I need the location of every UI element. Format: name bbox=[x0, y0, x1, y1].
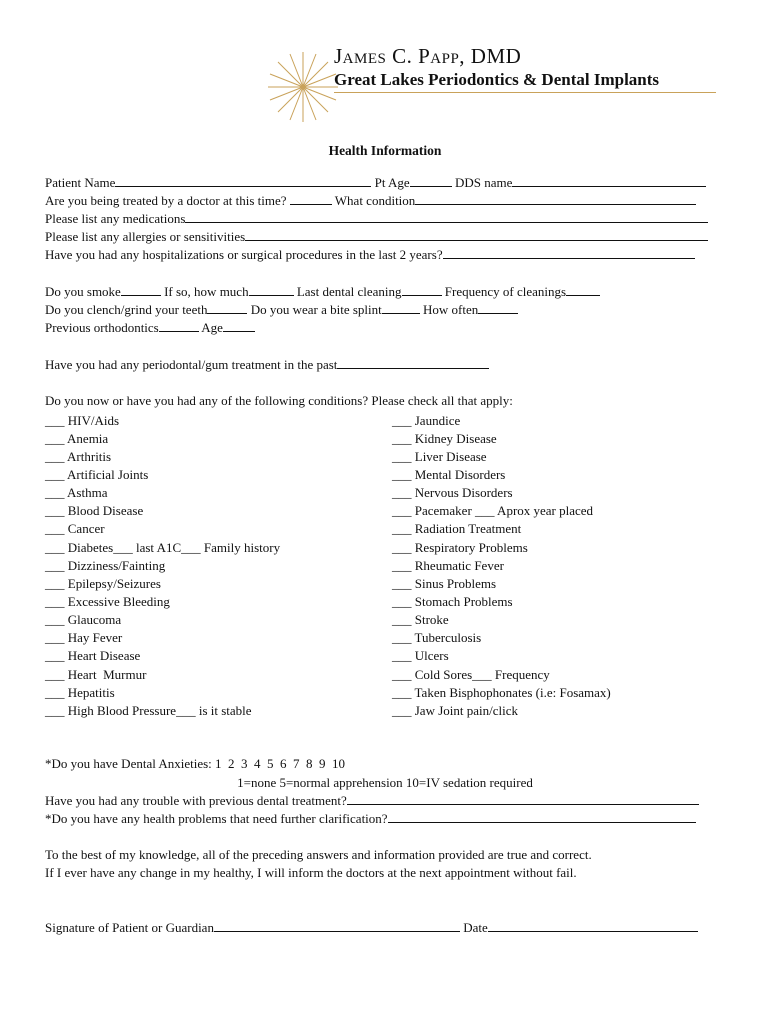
practice-name: Great Lakes Periodontics & Dental Implants bbox=[334, 70, 660, 89]
cleaning-frequency-label: Frequency of cleanings bbox=[444, 284, 567, 299]
how-often-field[interactable] bbox=[478, 302, 518, 314]
condition-item[interactable]: ___ Anemia bbox=[45, 431, 109, 446]
medications-label: Please list any medications bbox=[45, 211, 186, 226]
hospitalizations-label: Have you had any hospitalizations or surgical procedures in the last 2 years? bbox=[45, 247, 443, 262]
ortho-age-label: Age bbox=[201, 320, 223, 335]
dds-name-label: DDS name bbox=[454, 175, 513, 190]
medications-line bbox=[45, 211, 708, 227]
date-label: Date bbox=[463, 920, 488, 935]
condition-item[interactable]: ___ Stomach Problems bbox=[392, 594, 513, 609]
smoke-label: Do you smoke bbox=[45, 284, 121, 299]
starburst-logo-icon bbox=[268, 52, 338, 122]
condition-item[interactable]: ___ Jaundice bbox=[392, 413, 461, 428]
how-often-label: How often bbox=[423, 302, 479, 317]
allergies-field[interactable] bbox=[245, 229, 708, 241]
condition-item[interactable]: ___ Jaw Joint pain/click bbox=[392, 703, 519, 718]
health-problems-field[interactable] bbox=[388, 811, 696, 823]
condition-item[interactable]: ___ Hay Fever bbox=[45, 630, 123, 645]
condition-item[interactable]: ___ Cancer bbox=[45, 521, 105, 536]
perio-treatment-field[interactable] bbox=[337, 357, 489, 369]
patient-name-line bbox=[45, 175, 706, 191]
date-field[interactable] bbox=[488, 920, 698, 932]
patient-name-label: Patient Name bbox=[45, 175, 116, 190]
condition-item[interactable]: ___ Cold Sores___ Frequency bbox=[392, 667, 550, 682]
orthodontics-field[interactable] bbox=[159, 320, 199, 332]
what-condition-field[interactable] bbox=[415, 193, 696, 205]
smoke-field[interactable] bbox=[121, 284, 161, 296]
health-problems-label: *Do you have any health problems that need further clarification? bbox=[45, 811, 388, 826]
condition-item[interactable]: ___ Glaucoma bbox=[45, 612, 122, 627]
condition-item[interactable]: ___ Tuberculosis bbox=[392, 630, 482, 645]
condition-item[interactable]: ___ Epilepsy/Seizures bbox=[45, 576, 161, 591]
clench-label: Do you clench/grind your teeth bbox=[45, 302, 208, 317]
hospitalizations-line bbox=[45, 247, 695, 263]
medications-field[interactable] bbox=[185, 211, 708, 223]
attestation-line-1: To the best of my knowledge, all of the preceding answers and information provided are true and correct. bbox=[45, 847, 592, 862]
pt-age-field[interactable] bbox=[410, 175, 452, 187]
condition-item[interactable]: ___ Blood Disease bbox=[45, 503, 144, 518]
condition-item[interactable]: ___ Asthma bbox=[45, 485, 108, 500]
condition-item[interactable]: ___ High Blood Pressure___ is it stable bbox=[45, 703, 252, 718]
condition-item[interactable]: ___ Taken Bisphophonates (i.e: Fosamax) bbox=[392, 685, 611, 700]
condition-item[interactable]: ___ Ulcers bbox=[392, 648, 449, 663]
smoking-line bbox=[45, 284, 600, 300]
previous-trouble-field[interactable] bbox=[347, 793, 699, 805]
anxiety-scale-legend: 1=none 5=normal apprehension 10=IV sedation required bbox=[237, 775, 533, 790]
treated-label: Are you being treated by a doctor at this time? bbox=[45, 193, 287, 208]
dds-name-field[interactable] bbox=[512, 175, 706, 187]
how-much-field[interactable] bbox=[249, 284, 294, 296]
allergies-label: Please list any allergies or sensitivities bbox=[45, 229, 246, 244]
dental-anxiety-question: *Do you have Dental Anxieties: 1 2 3 4 5 6 7 8 9 10 bbox=[45, 756, 346, 771]
ortho-age-field[interactable] bbox=[223, 320, 255, 332]
bite-splint-field[interactable] bbox=[382, 302, 420, 314]
pt-age-label: Pt Age bbox=[374, 175, 410, 190]
hospitalizations-field[interactable] bbox=[443, 247, 695, 259]
what-condition-label: What condition bbox=[334, 193, 416, 208]
conditions-intro: Do you now or have you had any of the following conditions? Please check all that apply: bbox=[45, 393, 513, 408]
condition-item[interactable]: ___ Rheumatic Fever bbox=[392, 558, 504, 573]
doctor-name: James C. Papp, DMD bbox=[334, 44, 522, 68]
condition-item[interactable]: ___ Dizziness/Fainting bbox=[45, 558, 166, 573]
condition-item[interactable]: ___ Arthritis bbox=[45, 449, 112, 464]
condition-item[interactable]: ___ Diabetes___ last A1C___ Family history bbox=[45, 540, 281, 555]
patient-name-field[interactable] bbox=[115, 175, 371, 187]
condition-item[interactable]: ___ HIV/Aids bbox=[45, 413, 120, 428]
signature-line bbox=[45, 920, 698, 936]
condition-item[interactable]: ___ Stroke bbox=[392, 612, 449, 627]
signature-label: Signature of Patient or Guardian bbox=[45, 920, 214, 935]
previous-trouble-line bbox=[45, 793, 699, 809]
header-rule bbox=[334, 92, 716, 93]
last-cleaning-label: Last dental cleaning bbox=[296, 284, 402, 299]
condition-item[interactable]: ___ Pacemaker ___ Aprox year placed bbox=[392, 503, 594, 518]
clench-line bbox=[45, 302, 518, 318]
attestation-line-2: If I ever have any change in my healthy, I will inform the doctors at the next appointment without fail. bbox=[45, 865, 577, 880]
treated-field[interactable] bbox=[290, 193, 332, 205]
bite-splint-label: Do you wear a bite splint bbox=[250, 302, 382, 317]
condition-item[interactable]: ___ Hepatitis bbox=[45, 685, 115, 700]
cleaning-frequency-field[interactable] bbox=[566, 284, 600, 296]
perio-treatment-line bbox=[45, 357, 489, 373]
perio-treatment-label: Have you had any periodontal/gum treatment in the past bbox=[45, 357, 338, 372]
orthodontics-line bbox=[45, 320, 255, 336]
signature-field[interactable] bbox=[214, 920, 460, 932]
condition-item[interactable]: ___ Sinus Problems bbox=[392, 576, 497, 591]
orthodontics-label: Previous orthodontics bbox=[45, 320, 159, 335]
condition-item[interactable]: ___ Heart Murmur bbox=[45, 667, 147, 682]
previous-trouble-label: Have you had any trouble with previous dental treatment? bbox=[45, 793, 347, 808]
condition-item[interactable]: ___ Excessive Bleeding bbox=[45, 594, 170, 609]
condition-item[interactable]: ___ Radiation Treatment bbox=[392, 521, 522, 536]
condition-item[interactable]: ___ Artificial Joints bbox=[45, 467, 149, 482]
health-problems-line bbox=[45, 811, 696, 827]
clench-field[interactable] bbox=[207, 302, 247, 314]
treated-by-doctor-line bbox=[45, 193, 696, 209]
condition-item[interactable]: ___ Mental Disorders bbox=[392, 467, 506, 482]
condition-item[interactable]: ___ Heart Disease bbox=[45, 648, 141, 663]
how-much-label: If so, how much bbox=[164, 284, 249, 299]
form-title: Health Information bbox=[328, 143, 442, 158]
allergies-line bbox=[45, 229, 708, 245]
condition-item[interactable]: ___ Respiratory Problems bbox=[392, 540, 528, 555]
condition-item[interactable]: ___ Liver Disease bbox=[392, 449, 487, 464]
condition-item[interactable]: ___ Nervous Disorders bbox=[392, 485, 513, 500]
last-cleaning-field[interactable] bbox=[402, 284, 442, 296]
condition-item[interactable]: ___ Kidney Disease bbox=[392, 431, 497, 446]
